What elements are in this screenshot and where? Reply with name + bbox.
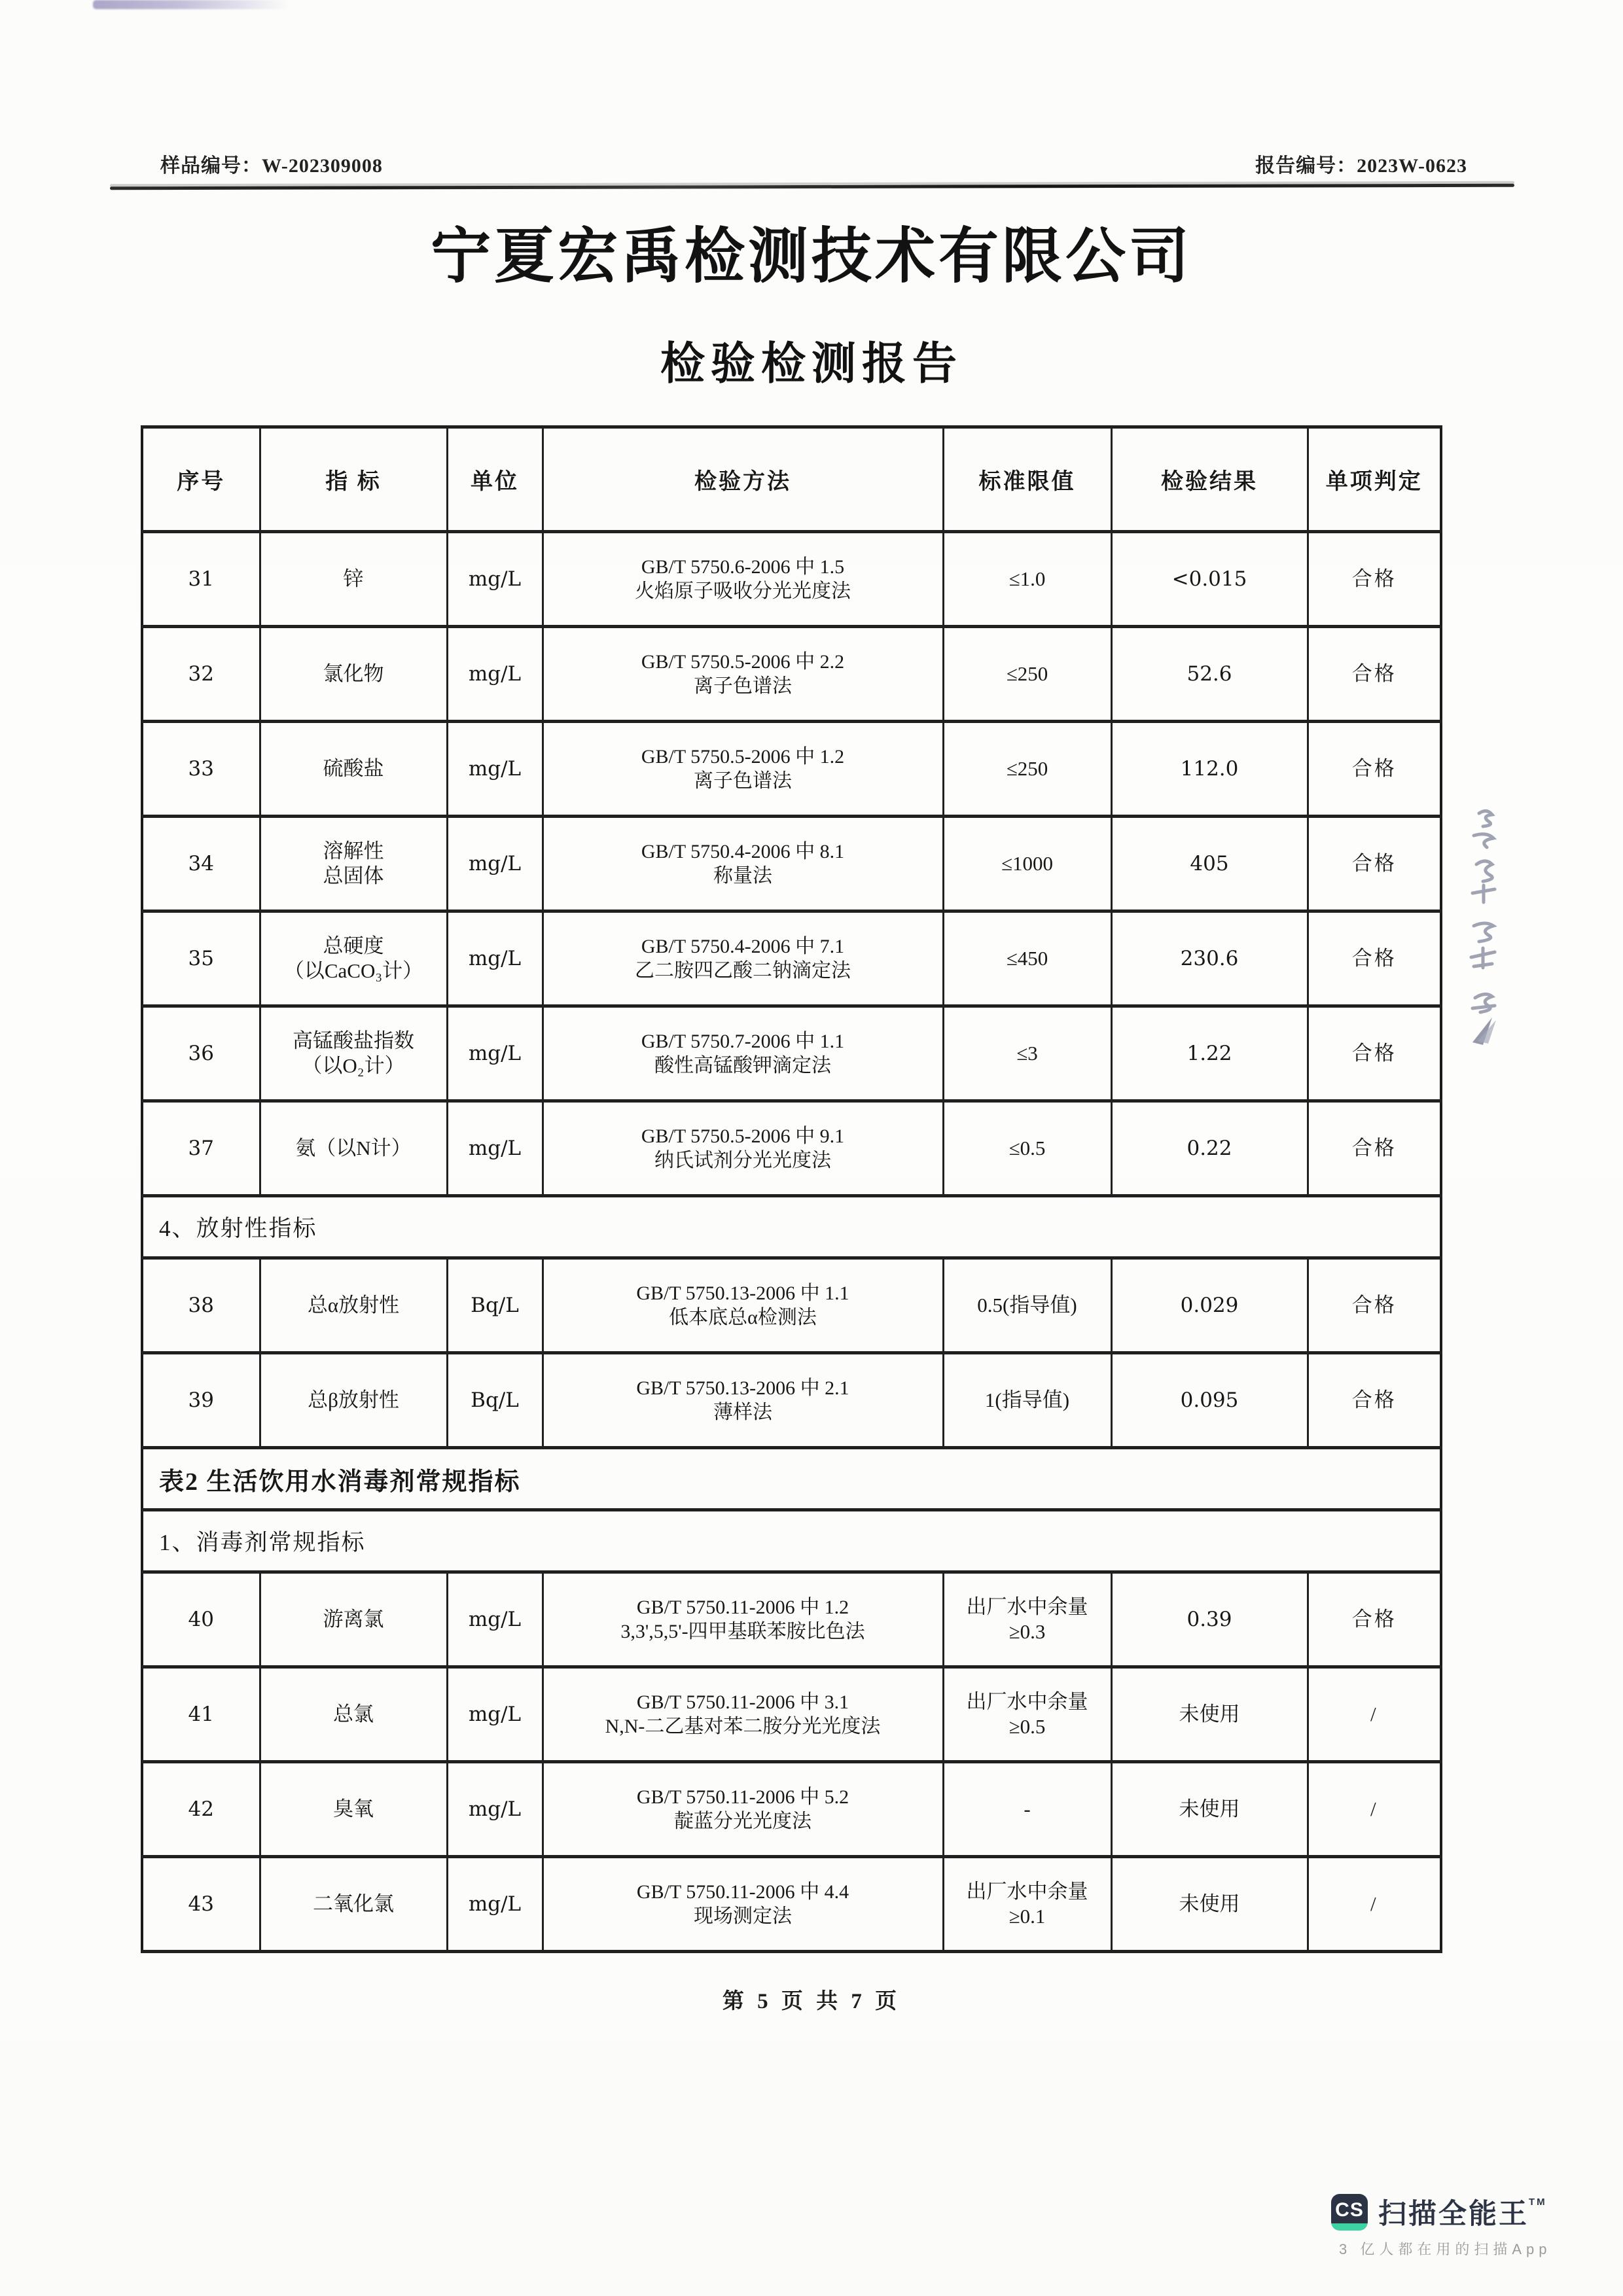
cell-verdict — [1308, 1572, 1441, 1667]
cell-unit-line: Bq/L — [471, 1388, 519, 1412]
cell-indicator-line: 二氧化氯 — [313, 1892, 394, 1915]
cell-method-line: 靛蓝分光光度法 — [674, 1810, 812, 1832]
report-number-label: 报告编号： — [1255, 155, 1357, 177]
cell-limit-line: ≤3 — [1016, 1042, 1038, 1065]
cell-limit-line: 0.5(指导值) — [977, 1294, 1077, 1316]
cell-indicator-line: 溶解性 — [323, 839, 384, 862]
cell-seq — [142, 1762, 260, 1857]
cell-verdict — [1308, 1006, 1441, 1101]
cell-method-line: GB/T 5750.5-2006 中 2.2 — [641, 651, 845, 673]
result-row — [142, 911, 1441, 1006]
cell-verdict — [1308, 627, 1441, 722]
document-header — [160, 149, 1467, 178]
cell-verdict — [1308, 532, 1441, 627]
cell-result-line: 0.095 — [1180, 1388, 1239, 1412]
cell-unit-line: mg/L — [468, 1892, 522, 1916]
column-header: 单位 — [447, 427, 543, 532]
watermark-tagline: 3 亿人都在用的扫描App — [1339, 2241, 1552, 2257]
cell-method-line: GB/T 5750.4-2006 中 8.1 — [641, 841, 845, 862]
cell-verdict-line: 合格 — [1351, 662, 1397, 685]
cell-method — [543, 911, 943, 1006]
cell-method — [543, 1006, 943, 1101]
cell-result-line: 未使用 — [1179, 1892, 1240, 1916]
cell-seq — [142, 1353, 260, 1448]
cell-method — [543, 722, 943, 817]
cell-indicator — [260, 532, 447, 627]
cell-indicator — [260, 1353, 447, 1448]
cell-method — [543, 1258, 943, 1353]
cell-seq-line: 40 — [188, 1608, 214, 1631]
cell-limit-line: 1(指导值) — [984, 1388, 1070, 1411]
cell-limit — [943, 1353, 1111, 1448]
cell-limit — [943, 627, 1111, 722]
cell-limit — [943, 817, 1111, 911]
section-row — [142, 1510, 1441, 1572]
cell-method — [543, 1762, 943, 1857]
cell-result — [1111, 1762, 1308, 1857]
cell-verdict — [1308, 1258, 1441, 1353]
watermark-row — [1331, 2192, 1593, 2232]
watermark-brand-text: 扫描全能王 — [1378, 2199, 1529, 2230]
cell-limit-line: ≤250 — [1006, 662, 1048, 685]
cell-result — [1111, 1258, 1308, 1353]
cell-method-line: 酸性高锰酸钾滴定法 — [654, 1055, 831, 1076]
cell-limit-line: ≤1000 — [1001, 852, 1053, 875]
cell-limit-line: ≤0.5 — [1008, 1137, 1046, 1159]
cell-limit-line: ≥0.3 — [1008, 1620, 1046, 1643]
cell-method-line: 低本底总α检测法 — [669, 1307, 817, 1328]
cell-indicator-line: 高锰酸盐指数 — [293, 1029, 414, 1052]
cell-unit-line: mg/L — [468, 852, 522, 875]
cell-indicator — [260, 1006, 447, 1101]
cell-limit-line: ≤250 — [1006, 757, 1048, 780]
section-row — [142, 1448, 1441, 1510]
cell-unit — [447, 532, 543, 627]
cell-seq — [142, 1006, 260, 1101]
cell-indicator — [260, 1572, 447, 1667]
cell-indicator — [260, 817, 447, 911]
cell-seq-line: 34 — [188, 852, 214, 875]
scan-smudge-artifact — [93, 0, 289, 9]
cell-result-line: 112.0 — [1180, 757, 1239, 781]
column-header: 序号 — [142, 427, 260, 532]
cell-method — [543, 1667, 943, 1762]
cell-indicator — [260, 1667, 447, 1762]
cell-seq — [142, 817, 260, 911]
cell-limit-line: ≤450 — [1006, 947, 1048, 970]
cell-indicator-line: 锌 — [343, 567, 364, 590]
cell-result-line: 未使用 — [1179, 1797, 1240, 1821]
cell-method — [543, 627, 943, 722]
cell-verdict — [1308, 722, 1441, 817]
cell-method-line: 乙二胺四乙酸二钠滴定法 — [635, 960, 851, 981]
cell-unit-line: mg/L — [468, 947, 522, 970]
cell-method-line: 纳氏试剂分光光度法 — [654, 1150, 831, 1171]
cell-verdict-line: 合格 — [1351, 1137, 1397, 1159]
cell-indicator — [260, 1258, 447, 1353]
cell-unit — [447, 1762, 543, 1857]
cell-unit — [447, 1572, 543, 1667]
cell-limit-line: 出厂水中余量 — [966, 1880, 1088, 1903]
cell-unit-line: mg/L — [468, 757, 522, 781]
cell-verdict — [1308, 1353, 1441, 1448]
cell-indicator — [260, 911, 447, 1006]
cell-seq-line: 33 — [188, 757, 214, 781]
cell-seq-line: 32 — [188, 662, 214, 686]
header-divider-line — [110, 184, 1514, 190]
cell-method-line: 3,3',5,5'-四甲基联苯胺比色法 — [620, 1621, 865, 1642]
sample-number-label: 样品编号： — [160, 155, 262, 177]
cell-method — [543, 1572, 943, 1667]
cell-seq-line: 35 — [188, 947, 214, 970]
cell-limit — [943, 911, 1111, 1006]
cell-method-line: GB/T 5750.11-2006 中 1.2 — [636, 1597, 849, 1618]
cell-method-line: GB/T 5750.11-2006 中 5.2 — [636, 1786, 849, 1808]
result-row — [142, 1667, 1441, 1762]
cell-result — [1111, 817, 1308, 911]
result-row — [142, 1101, 1441, 1196]
cell-result — [1111, 1353, 1308, 1448]
margin-handwriting-mark — [1454, 802, 1513, 1057]
cell-result — [1111, 1101, 1308, 1196]
result-row — [142, 1857, 1441, 1952]
cell-seq — [142, 1857, 260, 1952]
cell-unit-line: mg/L — [468, 1797, 522, 1821]
cell-unit — [447, 1667, 543, 1762]
result-row — [142, 1258, 1441, 1353]
cell-verdict — [1308, 1762, 1441, 1857]
camscanner-watermark — [1331, 2192, 1593, 2259]
cell-seq — [142, 1101, 260, 1196]
cell-unit — [447, 722, 543, 817]
cell-result-line: 0.029 — [1180, 1294, 1239, 1317]
cell-method-line: 称量法 — [713, 865, 772, 887]
cell-unit — [447, 1006, 543, 1101]
cell-result-line: 230.6 — [1180, 947, 1239, 970]
cell-method-line: 离子色谱法 — [694, 770, 792, 792]
cell-indicator-line: 总α放射性 — [307, 1294, 400, 1316]
cell-method-line: GB/T 5750.11-2006 中 3.1 — [636, 1691, 849, 1713]
cell-indicator-line: （以CaCO₃计） — [283, 959, 423, 982]
report-number-value: 2023W-0623 — [1357, 155, 1467, 177]
result-row — [142, 1762, 1441, 1857]
cell-result — [1111, 1857, 1308, 1952]
column-header: 检验方法 — [543, 427, 943, 532]
cell-seq-line: 31 — [188, 567, 214, 591]
section-title: 表2 生活饮用水消毒剂常规指标 — [142, 1448, 1441, 1510]
cell-method — [543, 1101, 943, 1196]
cell-method-line: GB/T 5750.5-2006 中 1.2 — [641, 746, 845, 768]
cell-unit-line: mg/L — [468, 1137, 522, 1160]
cell-result-line: 52.6 — [1186, 662, 1232, 686]
cell-method-line: GB/T 5750.11-2006 中 4.4 — [636, 1881, 849, 1903]
cell-seq-line: 37 — [188, 1137, 214, 1160]
cell-verdict — [1308, 1101, 1441, 1196]
cell-result-line: 0.39 — [1186, 1608, 1232, 1631]
table-header-row — [142, 427, 1441, 532]
cell-verdict-line: 合格 — [1351, 1042, 1397, 1065]
cell-limit — [943, 1101, 1111, 1196]
report-title: 检验检测报告 — [660, 339, 963, 389]
cell-result — [1111, 1006, 1308, 1101]
cell-limit — [943, 722, 1111, 817]
cell-method — [543, 817, 943, 911]
cell-limit — [943, 1857, 1111, 1952]
column-header: 指 标 — [260, 427, 447, 532]
result-row — [142, 1353, 1441, 1448]
cell-method-line: GB/T 5750.4-2006 中 7.1 — [641, 936, 845, 957]
result-row — [142, 627, 1441, 722]
watermark-brand — [1378, 2192, 1547, 2232]
cell-limit — [943, 1667, 1111, 1762]
cell-unit-line: mg/L — [468, 1703, 522, 1726]
cell-result-line: 1.22 — [1186, 1042, 1232, 1065]
sample-number — [160, 149, 383, 178]
report-table-body — [142, 532, 1441, 1952]
cell-verdict-line: 合格 — [1351, 1608, 1397, 1631]
cell-limit — [943, 532, 1111, 627]
cell-unit-line: mg/L — [468, 662, 522, 686]
cell-limit-line: 出厂水中余量 — [966, 1690, 1088, 1713]
cell-limit-line: - — [1024, 1797, 1031, 1820]
cell-verdict-line: 合格 — [1351, 567, 1397, 590]
cell-verdict — [1308, 1857, 1441, 1952]
cell-indicator — [260, 1101, 447, 1196]
cell-method-line: GB/T 5750.13-2006 中 2.1 — [636, 1377, 849, 1399]
column-header: 单项判定 — [1308, 427, 1441, 532]
result-row — [142, 1006, 1441, 1101]
cell-indicator — [260, 1762, 447, 1857]
section-title: 4、放射性指标 — [142, 1196, 1441, 1258]
cell-verdict-line: / — [1370, 1797, 1378, 1820]
camscanner-logo-icon — [1331, 2194, 1368, 2231]
section-row — [142, 1196, 1441, 1258]
cell-seq — [142, 722, 260, 817]
cell-verdict — [1308, 911, 1441, 1006]
cell-result — [1111, 911, 1308, 1006]
cell-seq — [142, 911, 260, 1006]
cell-method-line: GB/T 5750.6-2006 中 1.5 — [641, 556, 845, 578]
cell-seq-line: 38 — [188, 1294, 214, 1317]
cell-result — [1111, 627, 1308, 722]
cell-unit — [447, 627, 543, 722]
cell-indicator-line: 总β放射性 — [308, 1388, 399, 1411]
cell-verdict-line: / — [1370, 1703, 1378, 1725]
cell-indicator-line: 臭氧 — [333, 1797, 374, 1820]
cell-indicator-line: 氨（以N计） — [295, 1137, 412, 1159]
cell-result-line: 未使用 — [1179, 1703, 1240, 1726]
cell-method — [543, 1857, 943, 1952]
column-header: 检验结果 — [1111, 427, 1308, 532]
cell-unit-line: mg/L — [468, 567, 522, 591]
cell-indicator-line: 硫酸盐 — [323, 757, 384, 780]
cell-result — [1111, 722, 1308, 817]
cell-indicator — [260, 1857, 447, 1952]
cell-method-line: 火焰原子吸收分光光度法 — [635, 580, 851, 602]
cell-seq — [142, 532, 260, 627]
cell-seq — [142, 627, 260, 722]
cell-verdict — [1308, 1667, 1441, 1762]
trademark-symbol: TM — [1529, 2197, 1547, 2208]
cell-limit-line: ≥0.5 — [1008, 1715, 1046, 1738]
cell-indicator — [260, 722, 447, 817]
cell-indicator-line: 游离氯 — [323, 1608, 384, 1631]
cell-limit — [943, 1762, 1111, 1857]
cell-seq-line: 36 — [188, 1042, 214, 1065]
cell-verdict-line: 合格 — [1351, 1294, 1397, 1316]
cell-verdict-line: 合格 — [1351, 1388, 1397, 1411]
cell-method-line: GB/T 5750.13-2006 中 1.1 — [636, 1282, 849, 1304]
cell-method-line: 薄样法 — [713, 1402, 772, 1423]
cell-indicator-line: （以O₂计） — [302, 1054, 405, 1077]
cell-result-line: 0.22 — [1186, 1137, 1232, 1160]
cell-seq — [142, 1667, 260, 1762]
cell-limit — [943, 1258, 1111, 1353]
cell-result-line: <0.015 — [1171, 567, 1247, 591]
cell-method — [543, 1353, 943, 1448]
cell-indicator-line: 总氯 — [333, 1703, 374, 1725]
cell-limit-line: ≤1.0 — [1008, 567, 1046, 590]
result-row — [142, 1572, 1441, 1667]
result-row — [142, 817, 1441, 911]
cell-verdict — [1308, 817, 1441, 911]
cell-limit — [943, 1572, 1111, 1667]
cell-verdict-line: 合格 — [1351, 947, 1397, 970]
cell-result — [1111, 532, 1308, 627]
cell-verdict-line: / — [1370, 1892, 1378, 1915]
camscanner-logo-text: CS — [1335, 2199, 1364, 2221]
result-row — [142, 722, 1441, 817]
cell-limit-line: ≥0.1 — [1008, 1905, 1046, 1928]
cell-unit — [447, 1101, 543, 1196]
sample-number-value: W-202309008 — [262, 155, 383, 177]
cell-verdict-line: 合格 — [1351, 852, 1397, 875]
cell-result — [1111, 1667, 1308, 1762]
cell-result — [1111, 1572, 1308, 1667]
cell-method-line: GB/T 5750.7-2006 中 1.1 — [641, 1031, 845, 1052]
cell-unit-line: mg/L — [468, 1608, 522, 1631]
cell-unit-line: mg/L — [468, 1042, 522, 1065]
report-number — [1255, 149, 1467, 178]
cell-method-line: 离子色谱法 — [694, 675, 792, 697]
cell-unit — [447, 911, 543, 1006]
test-results-table — [141, 425, 1442, 1953]
cell-seq-line: 39 — [188, 1388, 214, 1412]
table-head — [142, 427, 1441, 532]
cell-verdict-line: 合格 — [1351, 757, 1397, 780]
section-title: 1、消毒剂常规指标 — [142, 1510, 1441, 1572]
cell-seq — [142, 1572, 260, 1667]
company-name: 宁夏宏禹检测技术有限公司 — [430, 223, 1192, 290]
cell-method-line: GB/T 5750.5-2006 中 9.1 — [641, 1125, 845, 1147]
cell-unit — [447, 817, 543, 911]
cell-unit-line: Bq/L — [471, 1294, 519, 1317]
cell-indicator-line: 总硬度 — [323, 934, 384, 957]
cell-seq — [142, 1258, 260, 1353]
cell-indicator — [260, 627, 447, 722]
result-row — [142, 532, 1441, 627]
page-footer: 第 5 页 共 7 页 — [722, 1990, 901, 2013]
cell-indicator-line: 氯化物 — [323, 662, 384, 685]
cell-method-line: N,N-二乙基对苯二胺分光光度法 — [605, 1716, 881, 1737]
cell-indicator-line: 总固体 — [323, 864, 384, 887]
cell-seq-line: 41 — [188, 1703, 214, 1726]
cell-seq-line: 42 — [188, 1797, 214, 1821]
cell-unit — [447, 1857, 543, 1952]
cell-seq-line: 43 — [188, 1892, 214, 1916]
column-header: 标准限值 — [943, 427, 1111, 532]
cell-method — [543, 532, 943, 627]
cell-result-line: 405 — [1190, 852, 1229, 875]
cell-unit — [447, 1353, 543, 1448]
cell-unit — [447, 1258, 543, 1353]
cell-limit-line: 出厂水中余量 — [966, 1595, 1088, 1618]
cell-method-line: 现场测定法 — [694, 1905, 792, 1927]
cell-limit — [943, 1006, 1111, 1101]
